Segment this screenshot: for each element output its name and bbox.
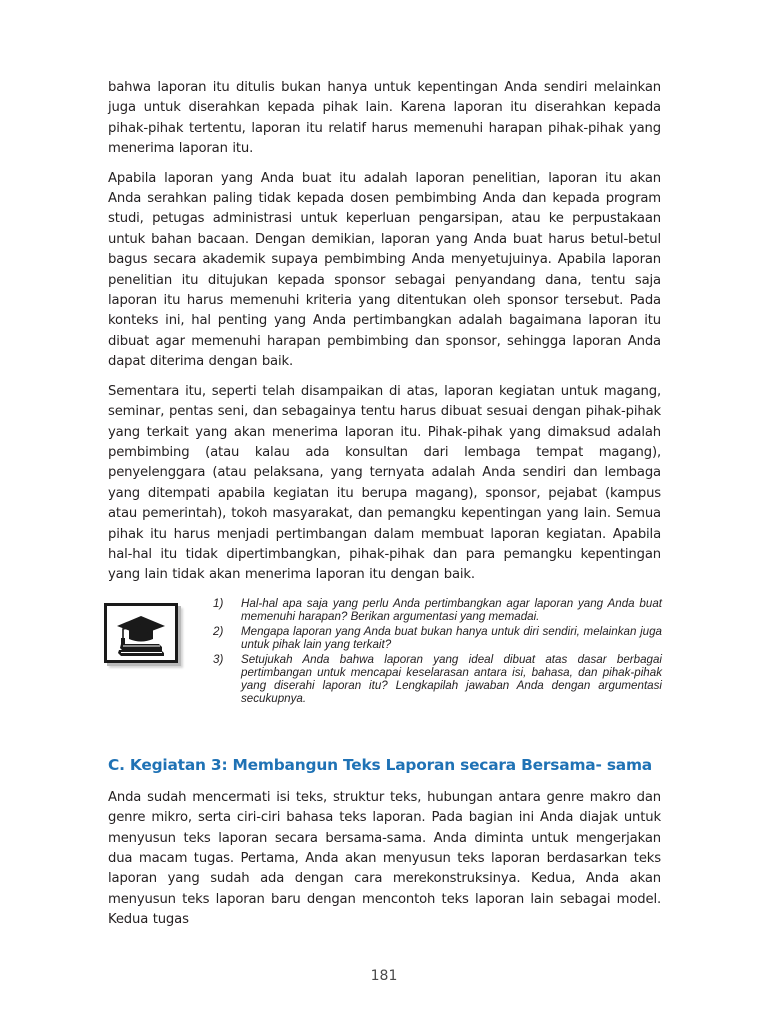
question-item — [213, 597, 662, 623]
question-list — [213, 597, 662, 707]
body-paragraph-3: Sementara itu, seperti telah disampaikan di atas, laporan kegiatan untuk magang, seminar, pentas seni, dan sebagainya tentu harus dibuat sesuai dengan pihak-pihak yang terkait yang akan menerima laporan itu. Pihak-pihak yang dimaksud adalah pembimbing (atau kalau ada konsultan dari lembaga tempat magang), penyelenggara (atau pelaksana, yang ternyata adalah Anda sendiri dan lembaga yang ditempati apabila kegiatan itu berupa magang), sponsor, pejabat (kampus atau pemerintah), tokoh masyarakat, dan pemangku kepentingan yang lain. Semua pihak itu harus menjadi pertimbangan dalam membuat laporan kegiatan. Apabila hal-hal itu tidak dipertimbangkan, pihak-pihak dan para pemangku kepentingan yang lain tidak akan menerima laporan itu dengan baik. — [108, 383, 661, 583]
question-number: 1) — [213, 596, 224, 610]
question-text: Hal-hal apa saja yang perlu Anda pertimbangkan agar laporan yang Anda buat memenuhi harapan? Berikan argumentasi yang memadai. — [241, 596, 662, 623]
page-number: 181 — [370, 968, 398, 984]
section-paragraph: Anda sudah mencermati isi teks, struktur teks, hubungan antara genre makro dan genre mikro, serta ciri-ciri bahasa teks laporan. Pada bagian ini Anda diajak untuk menyusun teks laporan secara bersama-sama. Anda diminta untuk mengerjakan dua macam tugas. Pertama, Anda akan menyusun teks laporan berdasarkan teks laporan yang sudah ada dengan cara merekonstruksinya. Kedua, Anda akan menyusun teks laporan baru dengan mencontoh teks laporan lain sebagai model. Kedua tugas — [108, 789, 661, 928]
graduation-cap-book-icon — [104, 603, 178, 663]
section-title: C. Kegiatan 3: Membangun Teks Laporan secara Bersama- sama — [108, 755, 652, 774]
question-number: 2) — [213, 624, 224, 638]
body-paragraph-2: Apabila laporan yang Anda buat itu adalah laporan penelitian, laporan itu akan Anda serahkan paling tidak kepada dosen pembimbing Anda dan kepada program studi, petugas administrasi untuk keperluan pengarsipan, atau ke perpustakaan untuk bahan bacaan. Dengan demikian, laporan yang Anda buat harus betul-betul bagus secara akademik supaya pembimbing Anda menyetujuinya. Apabila laporan penelitian itu ditujukan kepada sponsor sebagai penyandang dana, tentu saja laporan itu harus memenuhi kriteria yang ditentukan oleh sponsor tersebut. Pada konteks ini, hal penting yang Anda pertimbangkan adalah bagaimana laporan itu dibuat agar memenuhi harapan pembimbing dan sponsor, sehingga laporan Anda dapat diterima dengan baik. — [108, 170, 661, 370]
question-text: Setujukah Anda bahwa laporan yang ideal dibuat atas dasar berbagai pertimbangan untuk mencapai keselarasan antara isi, bahasa, dan pihak-pihak yang diserahi laporan itu? Lengkapilah jawaban Anda dengan argumentasi secukupnya. — [241, 652, 662, 705]
question-item — [213, 653, 662, 705]
question-text: Mengapa laporan yang Anda buat bukan hanya untuk diri sendiri, melainkan juga untuk pihak lain yang terkait? — [241, 624, 662, 651]
question-item — [213, 625, 662, 651]
activity-box — [108, 595, 661, 745]
page-content — [108, 78, 661, 940]
question-number: 3) — [213, 652, 224, 666]
body-paragraph-1: bahwa laporan itu ditulis bukan hanya untuk kepentingan Anda sendiri melainkan juga untuk diserahkan kepada pihak lain. Karena laporan itu diserahkan kepada pihak-pihak tertentu, laporan itu relatif harus memenuhi harapan pihak-pihak yang menerima laporan itu. — [108, 80, 661, 157]
